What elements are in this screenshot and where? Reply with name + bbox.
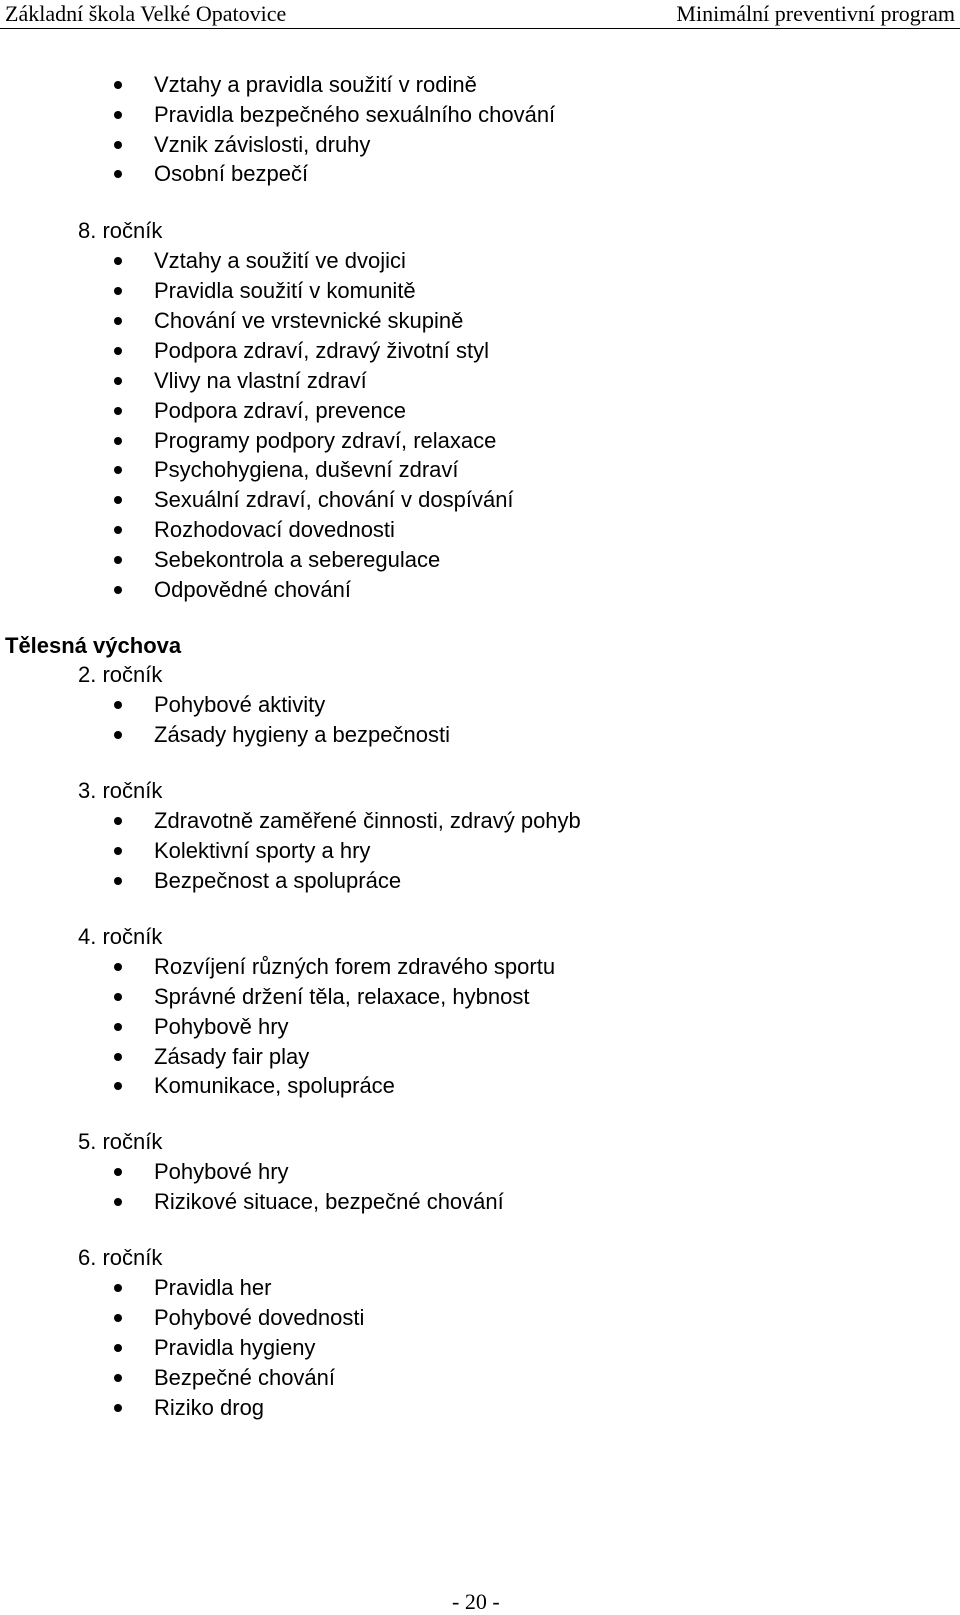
bullet-icon: [114, 526, 122, 534]
grade-heading: 2. ročník: [78, 662, 163, 687]
page-number: - 20 -: [452, 1589, 500, 1614]
bullet-icon: [114, 1198, 122, 1206]
bullet-icon: [114, 437, 122, 445]
bullet-icon: [114, 556, 122, 564]
bullet-icon: [114, 466, 122, 474]
grade-heading: 8. ročník: [78, 218, 163, 243]
bullet-icon: [114, 701, 122, 709]
bullet-icon: [114, 347, 122, 355]
bullet-icon: [114, 817, 122, 825]
bullet-icon: [114, 1168, 122, 1176]
grade-heading: 6. ročník: [78, 1245, 163, 1270]
bullet-icon: [114, 586, 122, 594]
bullet-icon: [114, 170, 122, 178]
bullet-icon: [114, 1284, 122, 1292]
school-name: Základní škola Velké Opatovice: [5, 1, 287, 26]
bullet-icon: [114, 1314, 122, 1322]
bullet-icon: [114, 496, 122, 504]
bullet-icon: [114, 1053, 122, 1061]
document-title: Minimální preventivní program: [676, 1, 955, 26]
bullet-icon: [114, 1404, 122, 1412]
bullet-icon: [114, 993, 122, 1001]
grade-heading: 3. ročník: [78, 778, 163, 803]
bullet-icon: [114, 1082, 122, 1090]
section-heading: Tělesná výchova: [5, 633, 182, 658]
bullet-icon: [114, 1374, 122, 1382]
bullet-icon: [114, 111, 122, 119]
bullet-icon: [114, 377, 122, 385]
bullet-icon: [114, 1023, 122, 1031]
bullet-icon: [114, 81, 122, 89]
bullet-icon: [114, 1344, 122, 1352]
grade-heading: 5. ročník: [78, 1129, 163, 1154]
grade-heading: 4. ročník: [78, 924, 163, 949]
bullet-icon: [114, 141, 122, 149]
bullet-icon: [114, 877, 122, 885]
bullet-icon: [114, 317, 122, 325]
bullet-icon: [114, 963, 122, 971]
bullet-icon: [114, 731, 122, 739]
page-header: [0, 0, 960, 26]
bullet-icon: [114, 257, 122, 265]
bullet-icon: [114, 847, 122, 855]
header-rule: [0, 28, 960, 29]
bullet-icon: [114, 287, 122, 295]
bullet-icon: [114, 407, 122, 415]
